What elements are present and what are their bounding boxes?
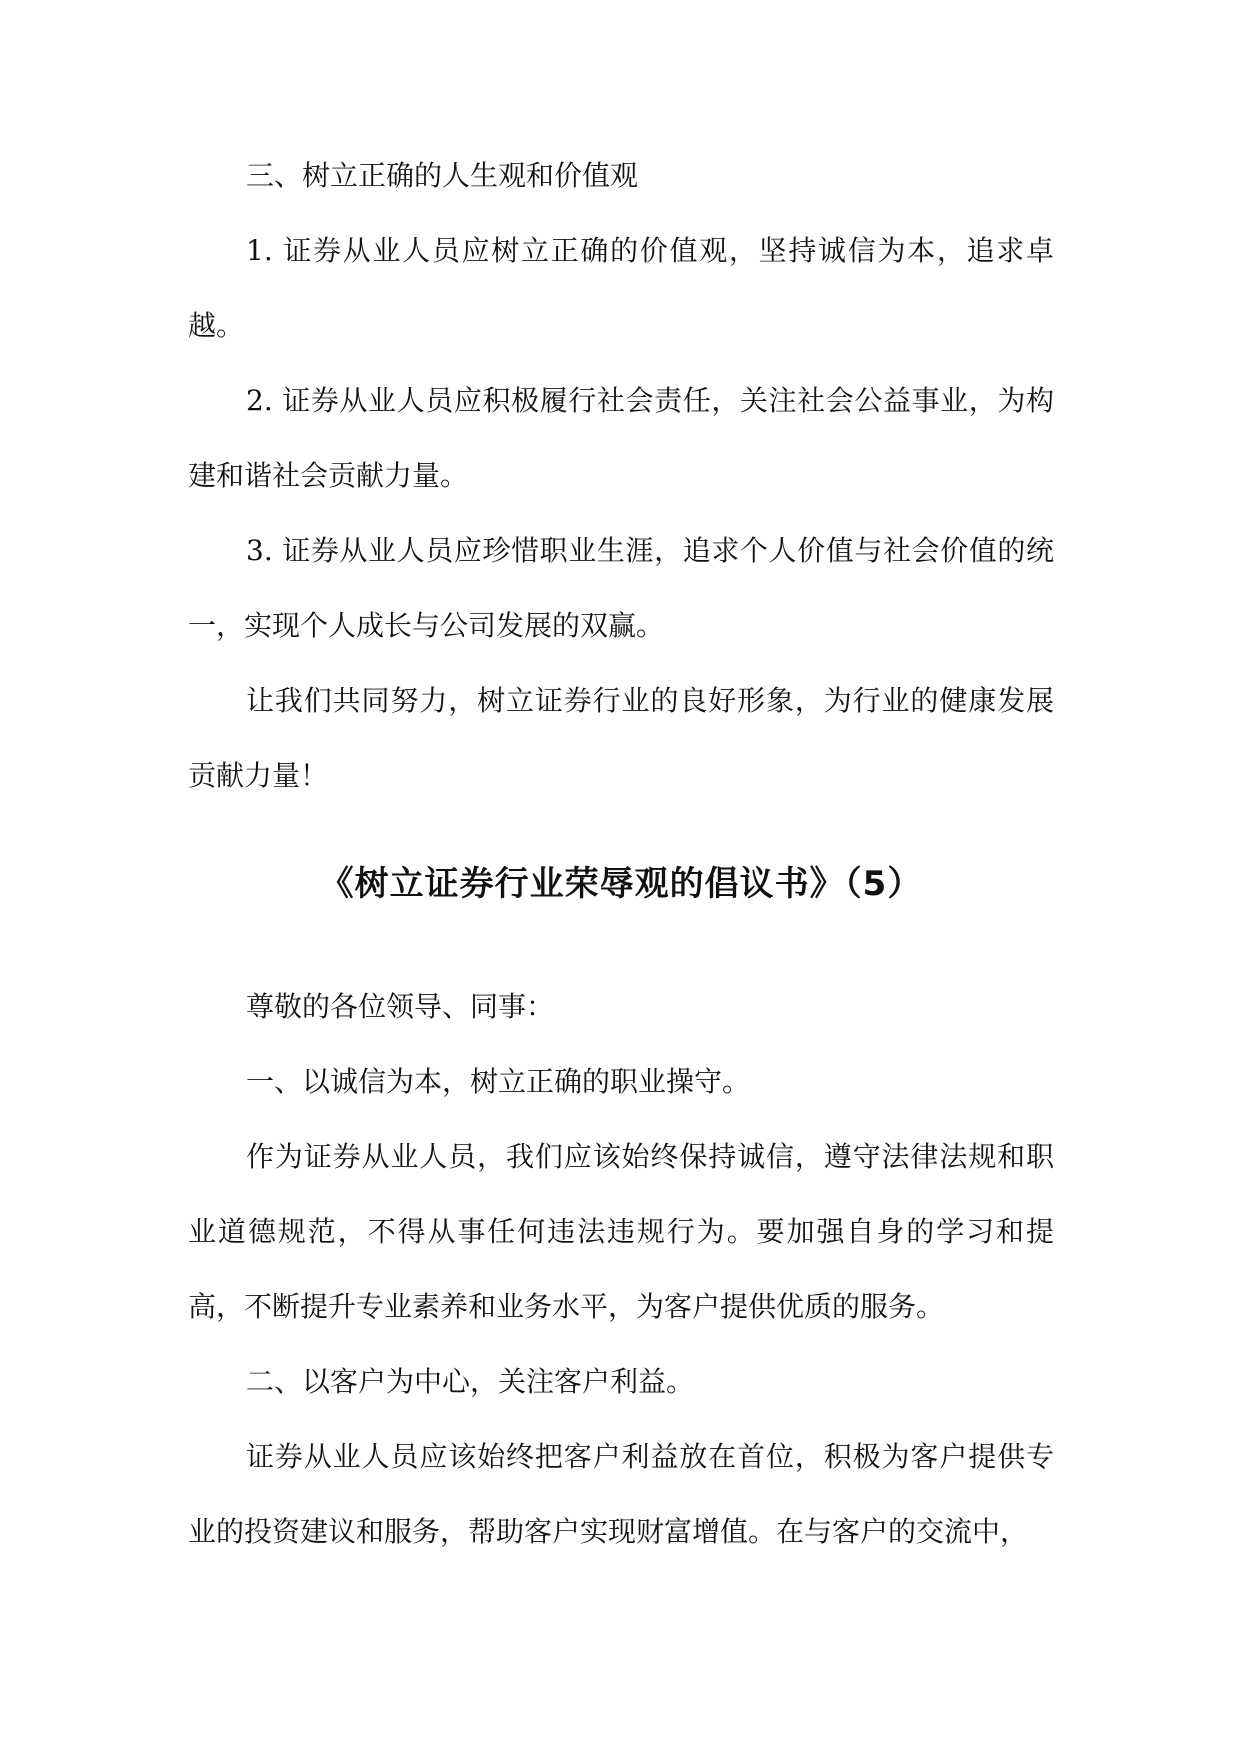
section-three-item-3: 3. 证券从业人员应珍惜职业生涯，追求个人价值与社会价值的统一，实现个人成长与公司发展的双赢。 xyxy=(188,534,1054,642)
document-page xyxy=(188,138,1054,1569)
section-three-closing: 让我们共同努力，树立证券行业的良好形象，为行业的健康发展贡献力量！ xyxy=(188,684,1054,792)
title-spacer-top xyxy=(188,813,1054,855)
section-three-item-2: 2. 证券从业人员应积极履行社会责任，关注社会公益事业，为构建和谐社会贡献力量。 xyxy=(188,384,1054,492)
title-spacer-bottom xyxy=(188,913,1054,969)
section-three-item-1: 1. 证券从业人员应树立正确的价值观，坚持诚信为本，追求卓越。 xyxy=(188,234,1054,342)
document-title: 《树立证券行业荣辱观的倡议书》（5） xyxy=(319,864,923,904)
section-three-heading: 三、树立正确的人生观和价值观 xyxy=(246,159,639,192)
point-one-heading: 一、以诚信为本，树立正确的职业操守。 xyxy=(246,1065,751,1098)
point-one-body: 作为证券从业人员，我们应该始终保持诚信，遵守法律法规和职业道德规范，不得从事任何违法违规行为。要加强自身的学习和提高，不断提升专业素养和业务水平，为客户提供优质的服务。 xyxy=(188,1140,1054,1323)
salutation: 尊敬的各位领导、同事： xyxy=(246,990,555,1023)
point-two-heading: 二、以客户为中心，关注客户利益。 xyxy=(246,1365,695,1398)
point-two-body: 证券从业人员应该始终把客户利益放在首位，积极为客户提供专业的投资建议和服务，帮助客户实现财富增值。在与客户的交流中， xyxy=(188,1440,1054,1548)
